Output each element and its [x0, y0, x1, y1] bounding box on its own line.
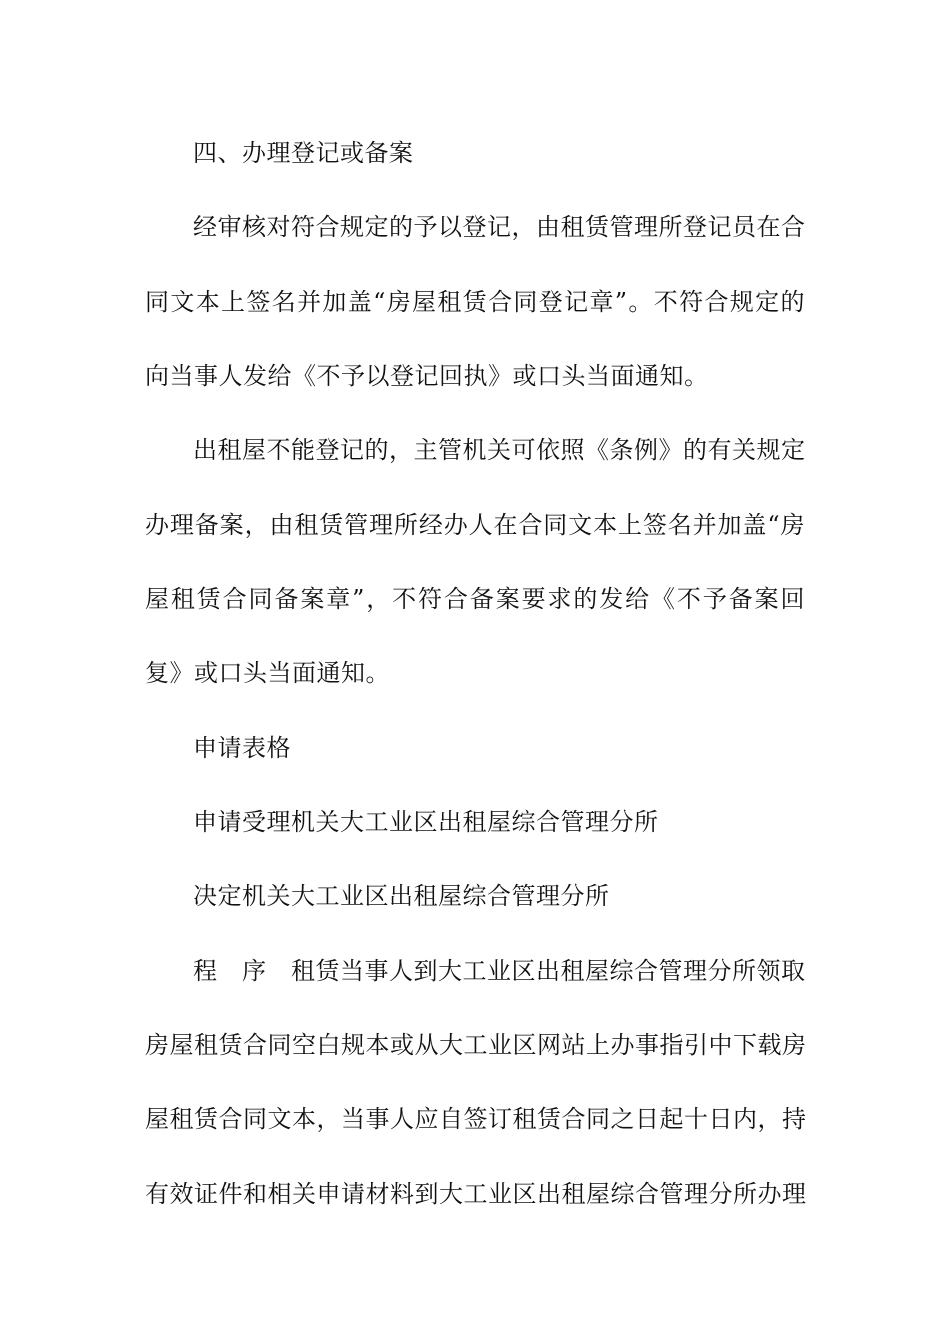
- paragraph-line: 决定机关大工业区出租屋综合管理分所: [193, 882, 610, 910]
- paragraph-line: 屋租赁合同文本，当事人应自签订租赁合同之日起十日内，持: [145, 1105, 807, 1133]
- paragraph-line: 屋租赁合同备案章”，不符合备案要求的发给《不予备案回: [145, 585, 805, 613]
- paragraph-line: 申请受理机关大工业区出租屋综合管理分所: [193, 808, 659, 836]
- section-heading: 四、办理登记或备案: [193, 139, 414, 167]
- paragraph-line: 出租屋不能登记的，主管机关可依照《条例》的有关规定: [193, 436, 806, 464]
- paragraph-line: 复》或口头当面通知。: [145, 659, 390, 687]
- paragraph-line: 房屋租赁合同空白规本或从大工业区网站上办事指引中下载房: [145, 1031, 807, 1059]
- paragraph-line: 同文本上签名并加盖“房屋租赁合同登记章”。不符合规定的: [145, 288, 805, 316]
- paragraph-line: 有效证件和相关申请材料到大工业区出租屋综合管理分所办理: [145, 1180, 807, 1208]
- paragraph-line: 经审核对符合规定的予以登记，由租赁管理所登记员在合: [193, 213, 806, 241]
- subheading: 申请表格: [193, 734, 291, 762]
- paragraph-line: 向当事人发给《不予以登记回执》或口头当面通知。: [145, 362, 709, 390]
- paragraph-line: 办理备案，由租赁管理所经办人在合同文本上签名并加盖“房: [145, 511, 805, 539]
- paragraph-line: 程 序 租赁当事人到大工业区出租屋综合管理分所领取: [193, 957, 806, 985]
